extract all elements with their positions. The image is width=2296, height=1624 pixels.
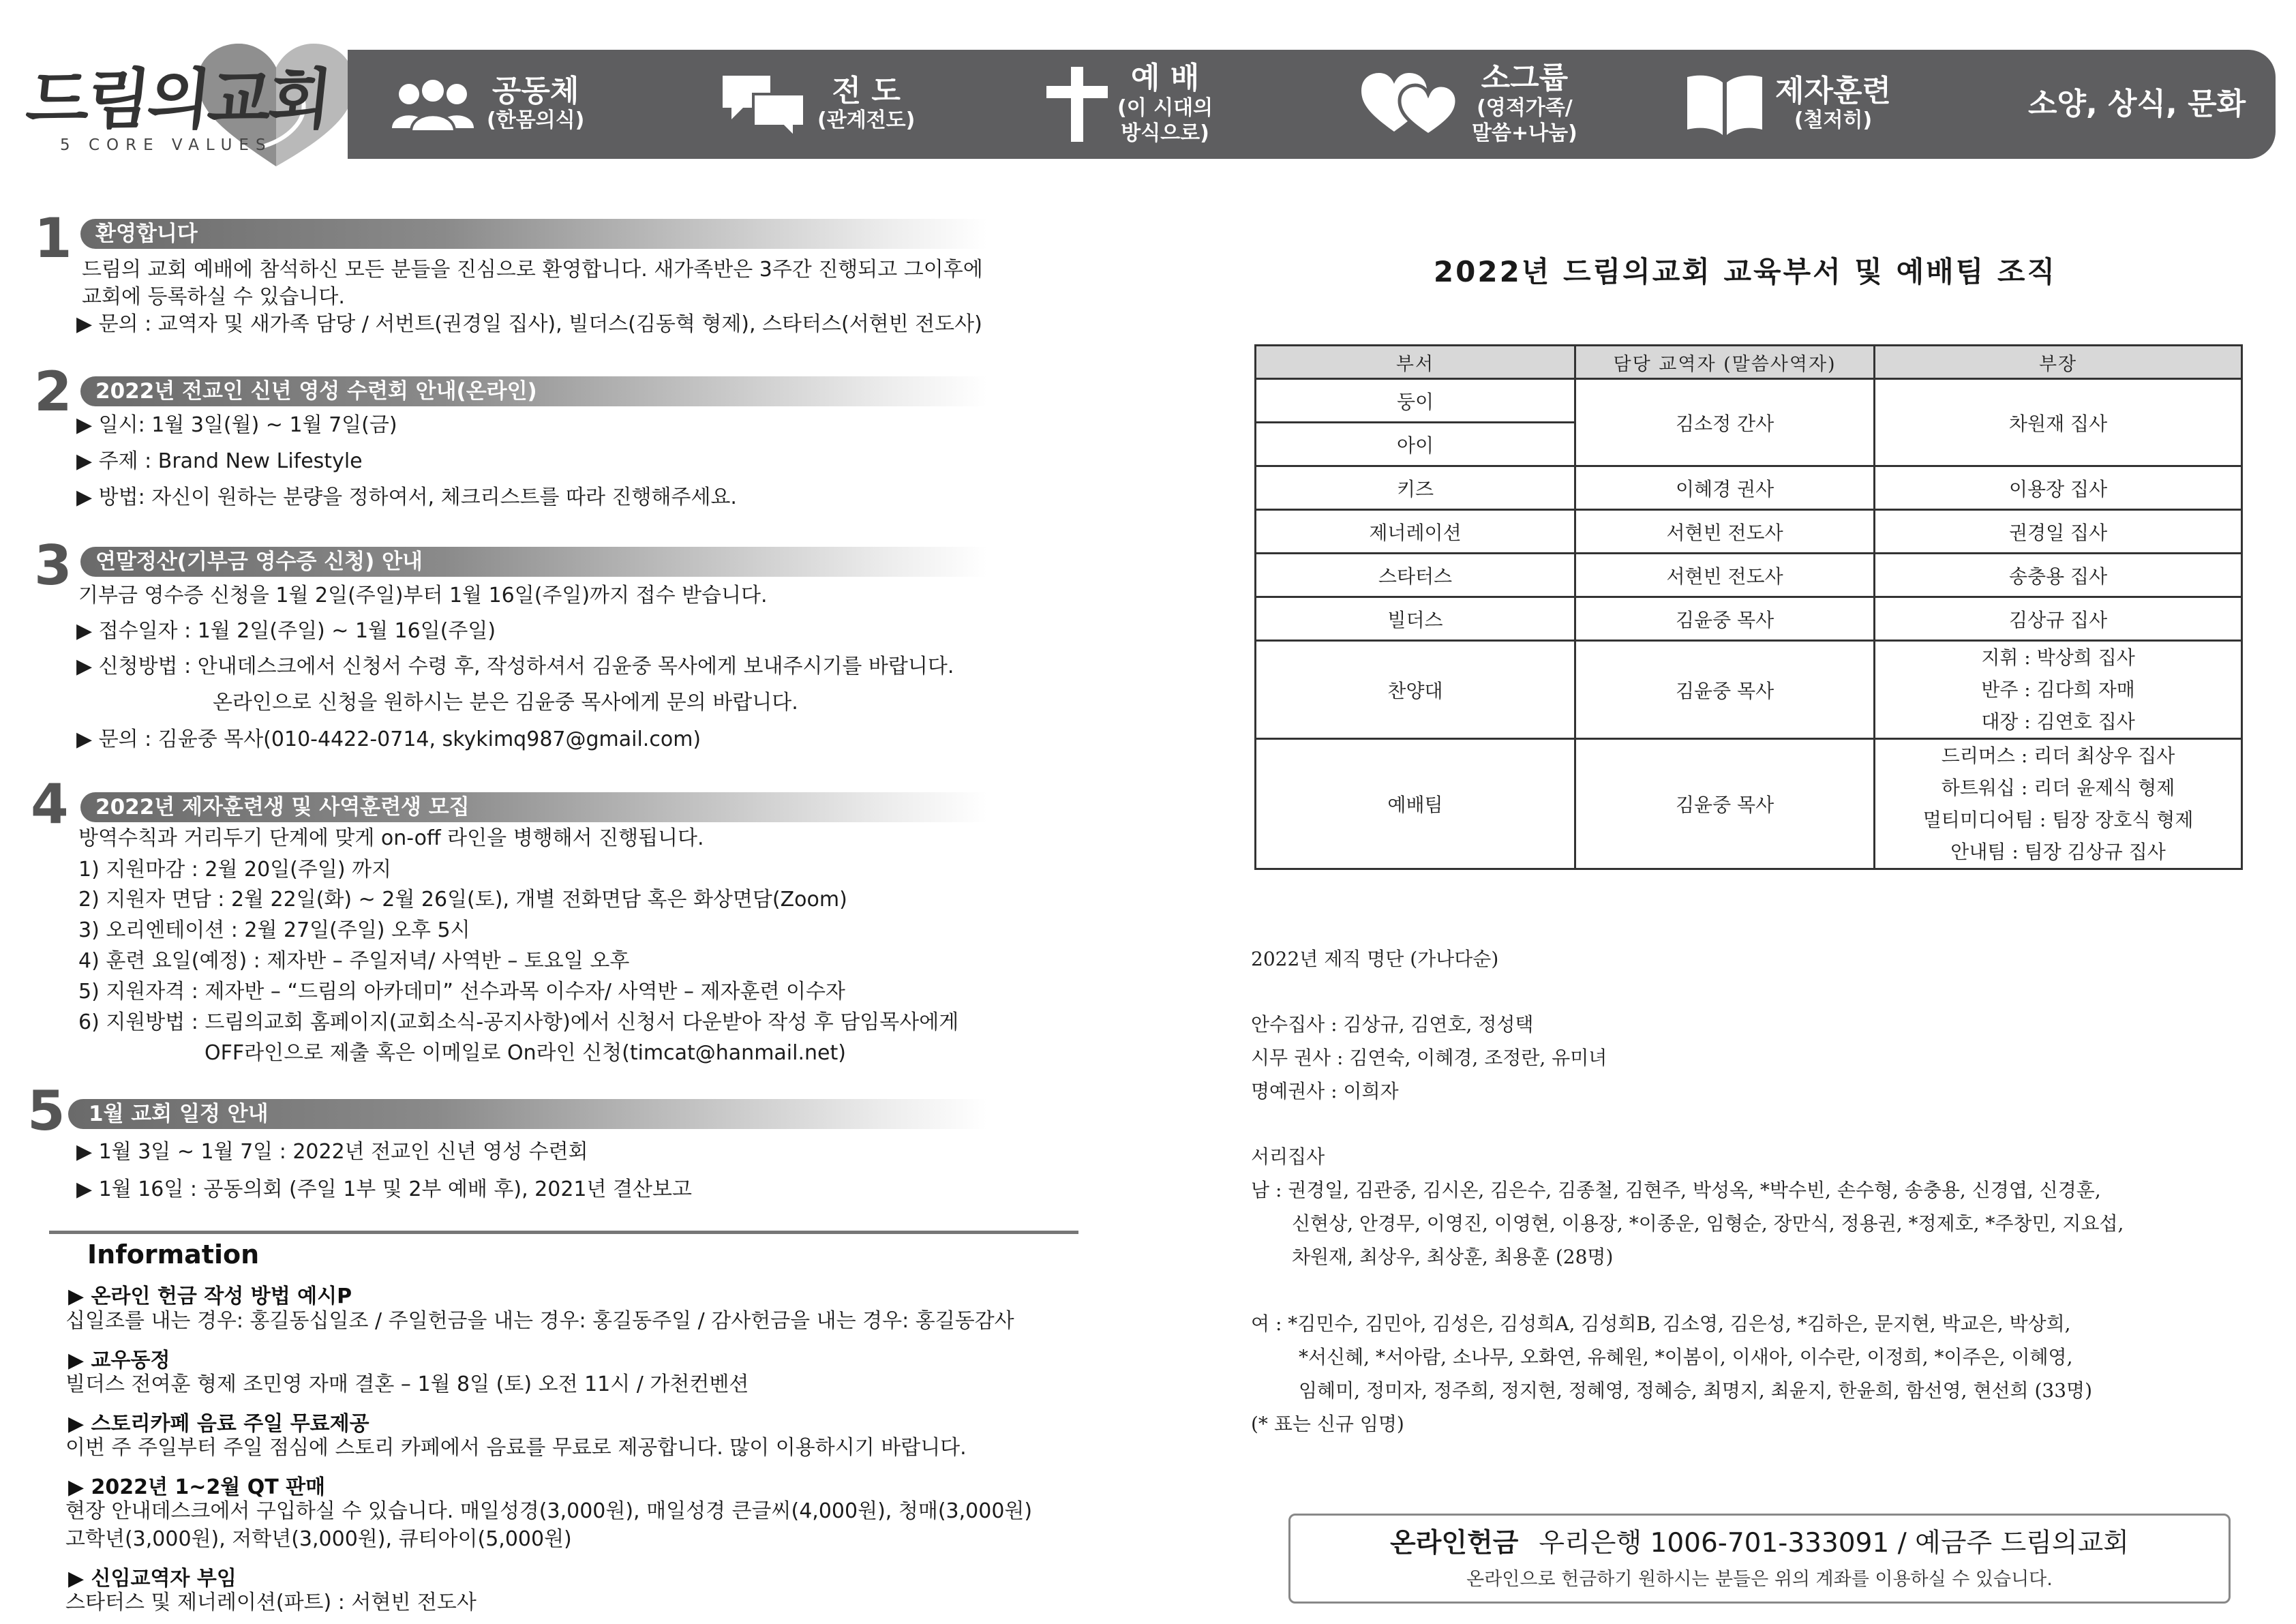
offering-label: 온라인헌금: [1390, 1528, 1519, 1559]
body-line: 5) 지원자격 : 제자반 – “드림의 아카데미” 선수과목 이수자/ 사역반 – 제자훈련 이수자: [78, 980, 845, 1004]
head-line: 지휘 : 박상희 집사: [1981, 646, 2135, 669]
info-item-title: ▶ 온라인 헌금 작성 방법 예시P: [68, 1279, 352, 1309]
logo-wordmark: 드림의교회: [22, 61, 333, 138]
information-heading: Information: [87, 1239, 260, 1269]
roster-line: 임혜미, 정미자, 정주희, 정지현, 정혜영, 정혜승, 최명지, 최윤지, 한윤희, 함선영, 현선희 (33명): [1299, 1379, 2093, 1402]
section-number: 1: [34, 207, 72, 270]
section-title-bar: [80, 547, 987, 577]
roster-line: 서리집사: [1251, 1145, 1325, 1168]
roster-line: 남 : 권경일, 김관중, 김시온, 김은수, 김종철, 김현주, 박성옥, *박수빈, 손수형, 송충용, 신경엽, 신경훈,: [1251, 1179, 2101, 1201]
section-title-bar: [68, 1099, 987, 1129]
bullet-line: ▶ 1월 16일 : 공동의회 (주일 1부 및 2부 예배 후), 2021년 결산보고: [76, 1176, 692, 1203]
head-line: 대장 : 김연호 집사: [1981, 710, 2135, 733]
section-title-bar: [80, 219, 987, 249]
dept-cell: 키즈: [1256, 466, 1575, 510]
dept-cell: 둥이: [1256, 379, 1575, 423]
roster-line: 안수집사 : 김상규, 김연호, 정성택: [1251, 1013, 1534, 1036]
table-row: [1256, 379, 2242, 423]
speech-bubbles-icon: [719, 70, 808, 138]
roster-line: 시무 권사 : 김연숙, 이혜경, 조정란, 유미녀: [1251, 1047, 1607, 1069]
people-icon: [389, 74, 477, 135]
bullet-line: ▶ 접수일자 : 1월 2일(주일) ~ 1월 16일(주일): [76, 618, 496, 645]
table-row: [1256, 510, 2242, 554]
pastor-cell: 서현빈 전도사: [1575, 510, 1875, 554]
pastor-cell: 서현빈 전도사: [1575, 554, 1875, 597]
section-number: 3: [34, 534, 72, 597]
head-line: 멀티미디어팀 : 팀장 장호식 형제: [1922, 809, 2194, 831]
roster-note: (* 표는 신규 임명): [1251, 1413, 1404, 1435]
head-cell: [1875, 641, 2242, 739]
section-title: 연말정산(기부금 영수증 신청) 안내: [95, 550, 423, 574]
bullet-line: ▶ 일시: 1월 3일(월) ~ 1월 7일(금): [76, 412, 397, 439]
section-title: 환영합니다: [95, 222, 198, 246]
dept-cell: 빌더스: [1256, 597, 1575, 641]
pastor-cell: 김윤중 목사: [1575, 597, 1875, 641]
roster-line: 신현상, 안경무, 이영진, 이영현, 이용장, *이종운, 임형순, 장만식, 정용권, *정제호, *주창민, 지요섭,: [1292, 1212, 2124, 1235]
table-row: [1256, 597, 2242, 641]
info-item-title: ▶ 스토리카페 음료 주일 무료제공: [68, 1407, 369, 1437]
head-cell: 차원재 집사: [1875, 379, 2242, 466]
value-worship: [1046, 50, 1213, 159]
roster-line: *서신혜, *서아람, 소나무, 오화연, 유혜원, *이봄이, 이새아, 이수란, 이정희, *이주은, 이혜영,: [1299, 1346, 2073, 1368]
body-line: 3) 오리엔테이션 : 2월 27일(주일) 오후 5시: [78, 918, 470, 942]
body-line: 온라인으로 신청을 원하시는 분은 김윤중 목사에게 문의 바랍니다.: [213, 691, 798, 715]
section-title: 2022년 제자훈련생 및 사역훈련생 모집: [95, 795, 470, 819]
bullet-line: ▶ 1월 3일 ~ 1월 7일 : 2022년 전교인 신년 영성 수련회: [76, 1139, 588, 1166]
dept-cell: 예배팀: [1256, 739, 1575, 869]
body-line: 방역수칙과 거리두기 단계에 맞게 on-off 라인을 병행해서 진행됩니다.: [78, 826, 704, 850]
value-discipleship: [1684, 50, 1891, 159]
info-item-text: 빌더스 전여훈 형제 조민영 자매 결혼 – 1월 8일 (토) 오전 11시 / 가천컨벤션: [65, 1372, 749, 1396]
head-line: 하트워십 : 리더 윤제식 형제: [1941, 777, 2175, 799]
value-title: 소그룹: [1481, 61, 1569, 96]
table-row: [1256, 641, 2242, 739]
body-line: 4) 훈련 요일(예정) : 제자반 – 주일저녁/ 사역반 – 토요일 오후: [78, 949, 630, 973]
dept-cell: 스타터스: [1256, 554, 1575, 597]
info-item-title: ▶ 2022년 1~2월 QT 판매: [68, 1470, 325, 1500]
pastor-cell: 김소정 간사: [1575, 379, 1875, 466]
head-line: 드리머스 : 리더 최상우 집사: [1941, 745, 2175, 767]
value-community: [389, 50, 584, 159]
value-title: 전 도: [832, 74, 901, 109]
section-title-bar: [80, 792, 987, 822]
table-header-row: [1256, 346, 2242, 379]
hearts-icon: [1360, 70, 1462, 138]
head-cell: 송충용 집사: [1875, 554, 2242, 597]
section-number: 4: [31, 772, 69, 836]
section-divider: [49, 1231, 1078, 1234]
logo-tagline: 5 CORE VALUES: [60, 136, 273, 154]
section-number: 5: [27, 1079, 65, 1143]
body-line: 1) 지원마감 : 2월 20일(주일) 까지: [78, 858, 392, 882]
body-line: 2) 지원자 면담 : 2월 22일(화) ~ 2월 26일(토), 개별 전화면담 혹은 화상면담(Zoom): [78, 888, 847, 912]
pastor-cell: 김윤중 목사: [1575, 739, 1875, 869]
value-subtitle: 방식으로): [1121, 121, 1209, 146]
open-book-icon: [1684, 70, 1766, 138]
offering-note: 온라인으로 헌금하기 원하시는 분들은 위의 계좌를 이용하실 수 있습니다.: [1466, 1569, 2053, 1590]
column-header: 담당 교역자 (말씀사역자): [1575, 346, 1875, 379]
dept-cell: 제너레이션: [1256, 510, 1575, 554]
value-subtitle: (이 시대의: [1117, 95, 1213, 120]
value-title: 제자훈련: [1775, 74, 1892, 109]
value-subtitle: (관계전도): [817, 108, 916, 133]
info-item-text: 고학년(3,000원), 저학년(3,000원), 큐티아이(5,000원): [65, 1527, 572, 1551]
head-cell: 김상규 집사: [1875, 597, 2242, 641]
head-cell: [1875, 739, 2242, 869]
cross-icon: [1046, 67, 1108, 142]
roster-line: 차원재, 최상우, 최상훈, 최용훈 (28명): [1292, 1246, 1614, 1268]
roster-line: 명예권사 : 이희자: [1251, 1080, 1399, 1102]
value-subtitle: (철저히): [1794, 108, 1873, 133]
table-row: [1256, 466, 2242, 510]
section-title: 2022년 전교인 신년 영성 수련회 안내(온라인): [95, 379, 537, 404]
value-evangelism: [719, 50, 915, 159]
body-line: 드림의 교회 예배에 참석하신 모든 분들을 진심으로 환영합니다. 새가족반은 3주간 진행되고 그이후에: [82, 258, 983, 282]
bullet-line: ▶ 신청방법 : 안내데스크에서 신청서 수령 후, 작성하셔서 김윤중 목사에게 보내주시기를 바랍니다.: [76, 653, 954, 680]
section-title: 1월 교회 일정 안내: [89, 1102, 269, 1126]
head-line: 반주 : 김다희 자매: [1981, 678, 2135, 701]
bullet-line: ▶ 문의 : 김윤중 목사(010-4422-0714, skykimq987@gmail.com): [76, 726, 701, 753]
roster-title: 2022년 제직 명단 (가나다순): [1251, 948, 1499, 970]
value-title: 공동체: [492, 74, 579, 109]
body-line: 6) 지원방법 : 드림의교회 홈페이지(교회소식-공지사항)에서 신청서 다운받아 작성 후 담임목사에게: [78, 1010, 959, 1034]
value-small-group: [1360, 50, 1577, 159]
body-line: OFF라인으로 제출 혹은 이메일로 On라인 신청(timcat@hanmail.net): [205, 1041, 846, 1065]
bullet-line: ▶ 주제 : Brand New Lifestyle: [76, 448, 363, 475]
offering-main-line: [1288, 1522, 2231, 1560]
core-values-banner: [348, 50, 2276, 159]
info-item-text: 이번 주 주일부터 주일 점심에 스토리 카페에서 음료를 무료로 제공합니다. 많이 이용하시기 바랍니다.: [65, 1436, 967, 1460]
org-table: [1254, 344, 2243, 870]
dept-cell: 아이: [1256, 423, 1575, 466]
body-line: 기부금 영수증 신청을 1월 2일(주일)부터 1월 16일(주일)까지 접수 받습니다.: [78, 584, 768, 607]
info-item-text: 현장 안내데스크에서 구입하실 수 있습니다. 매일성경(3,000원), 매일성경 큰글씨(4,000원), 청매(3,000원): [65, 1499, 1033, 1523]
table-row: [1256, 554, 2242, 597]
value-subtitle: (영적가족/: [1477, 95, 1573, 120]
column-header: 부서: [1256, 346, 1575, 379]
value-subtitle: (한몸의식): [487, 108, 585, 133]
column-header: 부장: [1875, 346, 2242, 379]
section-title-bar: [80, 376, 987, 406]
pastor-cell: 이혜경 권사: [1575, 466, 1875, 510]
value-subtitle: 말씀+나눔): [1472, 121, 1577, 146]
head-cell: 권경일 집사: [1875, 510, 2242, 554]
roster-line: 여 : *김민수, 김민아, 김성은, 김성희A, 김성희B, 김소영, 김은성, *김하은, 문지현, 박교은, 박상희,: [1251, 1312, 2071, 1335]
bullet-line: ▶ 문의 : 교역자 및 새가족 담당 / 서번트(권경일 집사), 빌더스(김동혁 형제), 스타터스(서현빈 전도사): [76, 311, 982, 338]
info-item-text: 십일조를 내는 경우: 홍길동십일조 / 주일헌금을 내는 경우: 홍길동주일 / 감사헌금을 내는 경우: 홍길동감사: [65, 1309, 1014, 1333]
bullet-line: ▶ 방법: 자신이 원하는 분량을 정하여서, 체크리스트를 따라 진행해주세요.: [76, 484, 737, 511]
value-title: 소양, 상식, 문화: [2028, 86, 2246, 121]
dept-cell: 찬양대: [1256, 641, 1575, 739]
body-line: 교회에 등록하실 수 있습니다.: [82, 285, 345, 309]
org-chart-title: 2022년 드림의교회 교육부서 및 예배팀 조직: [1433, 255, 2057, 288]
section-number: 2: [34, 360, 72, 423]
pastor-cell: 김윤중 목사: [1575, 641, 1875, 739]
info-item-title: ▶ 교우동정: [68, 1343, 170, 1373]
offering-account: 우리은행 1006-701-333091 / 예금주 드림의교회: [1539, 1528, 2129, 1559]
value-culture: [2028, 50, 2246, 159]
info-item-title: ▶ 신임교역자 부임: [68, 1561, 237, 1591]
info-item-text: 스타터스 및 제너레이션(파트) : 서현빈 전도사: [65, 1591, 477, 1614]
table-row: [1256, 739, 2242, 869]
value-title: 예 배: [1130, 61, 1200, 96]
head-cell: 이용장 집사: [1875, 466, 2242, 510]
head-line: 안내팀 : 팀장 김상규 집사: [1950, 841, 2166, 863]
